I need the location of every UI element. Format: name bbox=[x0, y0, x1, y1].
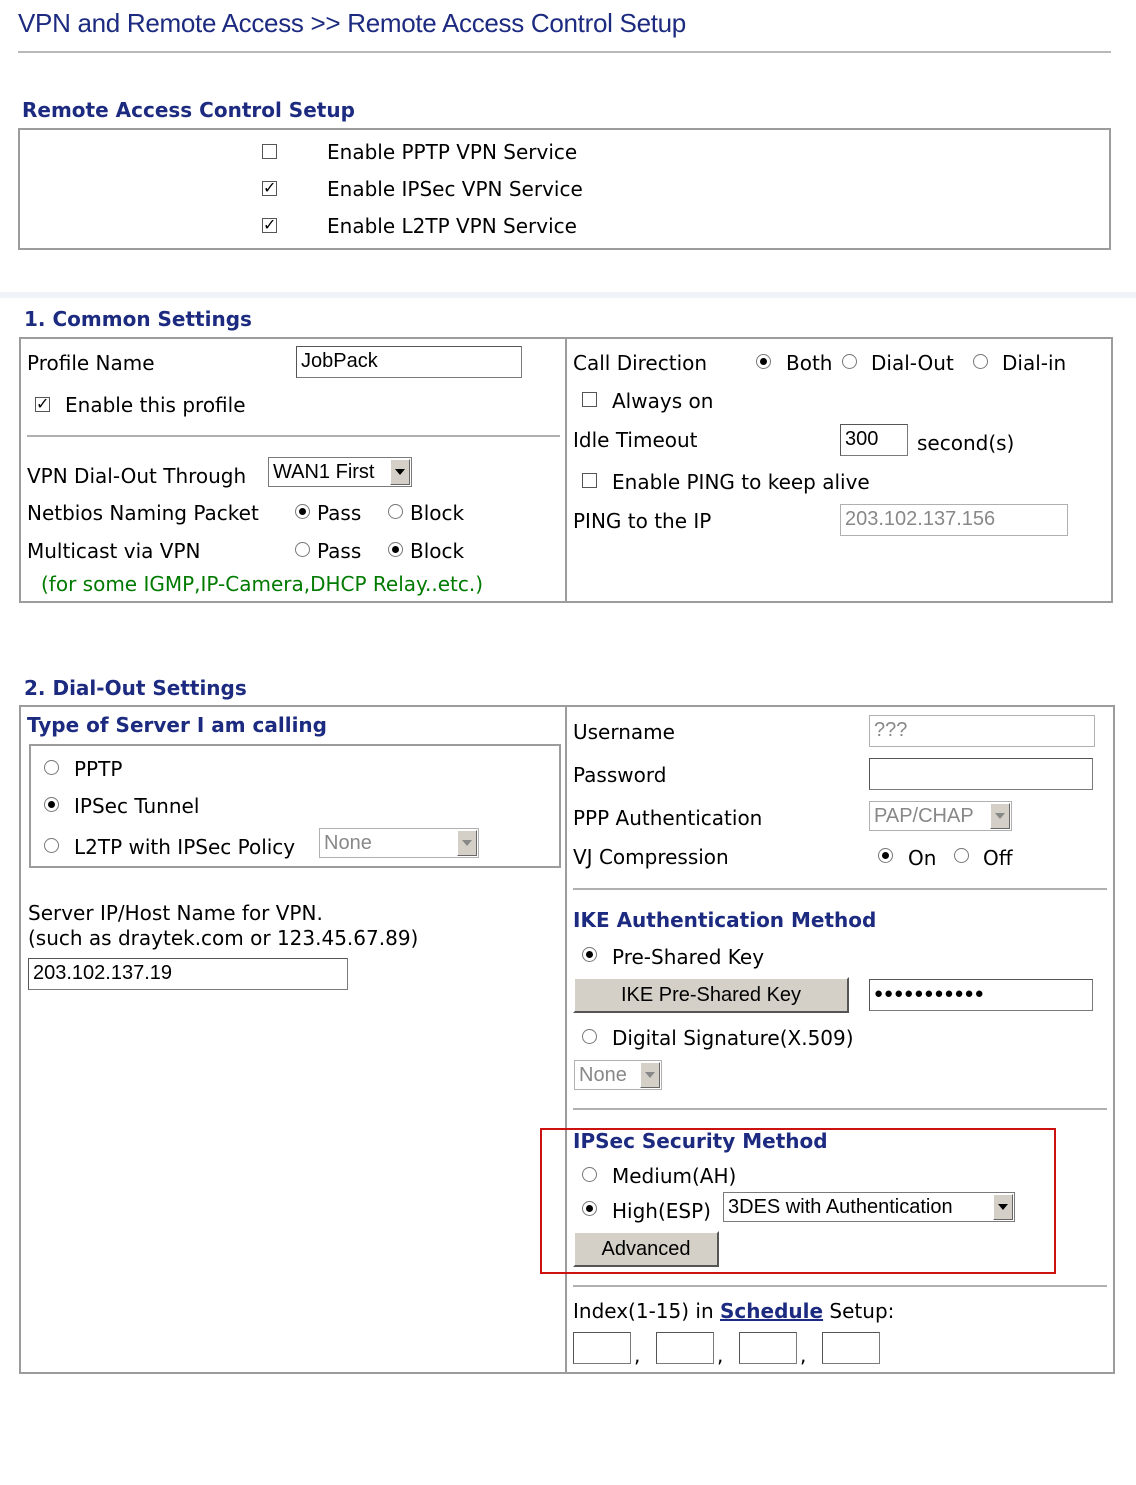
ppp-auth-select[interactable] bbox=[869, 801, 1012, 831]
dialout-settings-heading: 2. Dial-Out Settings bbox=[24, 676, 247, 700]
schedule-index-1-input[interactable] bbox=[573, 1332, 631, 1364]
schedule-index-2-input[interactable] bbox=[656, 1332, 714, 1364]
type-pptp-label: PPTP bbox=[74, 757, 123, 781]
schedule-index-3-input[interactable] bbox=[739, 1332, 797, 1364]
call-dialin-label: Dial-in bbox=[1002, 351, 1067, 375]
multicast-note: (for some IGMP,IP-Camera,DHCP Relay..etc.) bbox=[41, 572, 484, 596]
always-on-label: Always on bbox=[612, 389, 714, 413]
page-title: VPN and Remote Access >> Remote Access Control Setup bbox=[18, 8, 686, 38]
psk-input[interactable]: ●●●●●●●●●●● bbox=[869, 979, 1093, 1011]
schedule-divider bbox=[573, 1285, 1107, 1287]
ike-heading: IKE Authentication Method bbox=[573, 908, 877, 932]
vj-on-label: On bbox=[908, 846, 937, 870]
schedule-index-4-input[interactable] bbox=[822, 1332, 880, 1364]
type-ipsec-label: IPSec Tunnel bbox=[74, 794, 200, 818]
password-label: Password bbox=[573, 763, 667, 787]
schedule-separator: , bbox=[634, 1343, 641, 1367]
chevron-down-icon bbox=[990, 803, 1010, 829]
dialout-through-value: WAN1 First bbox=[273, 461, 375, 483]
netbios-pass-radio[interactable] bbox=[295, 504, 310, 519]
l2tp-service-checkbox[interactable]: ✓ bbox=[263, 215, 277, 234]
dialout-through-label: VPN Dial-Out Through bbox=[27, 464, 247, 488]
call-dialin-radio[interactable] bbox=[973, 354, 988, 369]
digital-signature-value: None bbox=[579, 1064, 627, 1086]
common-column-divider bbox=[565, 338, 567, 602]
idle-timeout-input[interactable]: 300 bbox=[840, 424, 908, 456]
title-divider bbox=[18, 51, 1111, 53]
pptp-service-checkbox[interactable] bbox=[262, 144, 277, 159]
ike-divider bbox=[573, 888, 1107, 890]
high-esp-label: High(ESP) bbox=[612, 1199, 711, 1223]
vj-off-radio[interactable] bbox=[954, 848, 969, 863]
enable-profile-checkbox[interactable]: ✓ bbox=[36, 394, 50, 413]
common-settings-heading: 1. Common Settings bbox=[24, 307, 252, 331]
psk-radio[interactable] bbox=[582, 947, 597, 962]
pptp-service-label: Enable PPTP VPN Service bbox=[327, 140, 578, 164]
netbios-block-radio[interactable] bbox=[388, 504, 403, 519]
vj-on-radio[interactable] bbox=[878, 848, 893, 863]
high-esp-value: 3DES with Authentication bbox=[728, 1196, 953, 1218]
schedule-separator: , bbox=[717, 1343, 724, 1367]
advanced-button[interactable]: Advanced bbox=[573, 1231, 719, 1267]
psk-label: Pre-Shared Key bbox=[612, 945, 765, 969]
idle-timeout-unit: second(s) bbox=[917, 431, 1015, 455]
digital-signature-select[interactable] bbox=[574, 1060, 662, 1090]
ipsec-divider bbox=[573, 1108, 1107, 1110]
ping-ip-label: PING to the IP bbox=[573, 509, 712, 533]
l2tp-service-label: Enable L2TP VPN Service bbox=[327, 214, 577, 238]
password-input[interactable] bbox=[869, 758, 1093, 790]
username-input[interactable]: ??? bbox=[869, 715, 1095, 747]
call-dialout-radio[interactable] bbox=[842, 354, 857, 369]
dialout-through-select[interactable] bbox=[268, 457, 412, 487]
schedule-separator: , bbox=[800, 1343, 807, 1367]
remote-access-heading: Remote Access Control Setup bbox=[22, 98, 355, 122]
username-label: Username bbox=[573, 720, 675, 744]
ppp-auth-label: PPP Authentication bbox=[573, 806, 763, 830]
multicast-block-radio[interactable] bbox=[388, 542, 403, 557]
chevron-down-icon bbox=[640, 1062, 660, 1088]
ping-keepalive-checkbox[interactable] bbox=[582, 473, 597, 488]
server-ip-label-line2: (such as draytek.com or 123.45.67.89) bbox=[28, 926, 419, 950]
ppp-auth-value: PAP/CHAP bbox=[874, 805, 974, 827]
type-pptp-radio[interactable] bbox=[44, 760, 59, 775]
ipsec-highlight-frame bbox=[540, 1128, 1056, 1274]
vj-compression-label: VJ Compression bbox=[573, 845, 729, 869]
type-l2tp-radio[interactable] bbox=[44, 838, 59, 853]
l2tp-policy-select[interactable] bbox=[319, 828, 479, 858]
section-band bbox=[0, 292, 1136, 298]
multicast-block-label: Block bbox=[410, 539, 465, 563]
profile-name-label: Profile Name bbox=[27, 351, 155, 375]
ipsec-heading: IPSec Security Method bbox=[573, 1129, 828, 1153]
enable-profile-label: Enable this profile bbox=[65, 393, 246, 417]
ping-keepalive-label: Enable PING to keep alive bbox=[612, 470, 870, 494]
digital-signature-label: Digital Signature(X.509) bbox=[612, 1026, 854, 1050]
schedule-suffix: Setup: bbox=[829, 1299, 895, 1323]
server-ip-label-line1: Server IP/Host Name for VPN. bbox=[28, 901, 323, 925]
server-type-heading: Type of Server I am calling bbox=[27, 713, 327, 737]
ipsec-service-checkbox[interactable]: ✓ bbox=[263, 178, 277, 197]
call-dialout-label: Dial-Out bbox=[871, 351, 954, 375]
type-l2tp-label: L2TP with IPSec Policy bbox=[74, 835, 296, 859]
multicast-label: Multicast via VPN bbox=[27, 539, 201, 563]
call-direction-label: Call Direction bbox=[573, 351, 708, 375]
always-on-checkbox[interactable] bbox=[582, 392, 597, 407]
netbios-label: Netbios Naming Packet bbox=[27, 501, 259, 525]
netbios-pass-label: Pass bbox=[317, 501, 362, 525]
schedule-prefix: Index(1-15) in bbox=[573, 1299, 714, 1323]
multicast-pass-label: Pass bbox=[317, 539, 362, 563]
common-left-divider bbox=[27, 435, 560, 437]
medium-ah-label: Medium(AH) bbox=[612, 1164, 737, 1188]
type-ipsec-radio[interactable] bbox=[44, 797, 59, 812]
chevron-down-icon bbox=[457, 830, 477, 856]
ipsec-service-label: Enable IPSec VPN Service bbox=[327, 177, 583, 201]
chevron-down-icon bbox=[390, 459, 410, 485]
multicast-pass-radio[interactable] bbox=[295, 542, 310, 557]
idle-timeout-label: Idle Timeout bbox=[573, 428, 698, 452]
server-ip-input[interactable]: 203.102.137.19 bbox=[28, 958, 348, 990]
schedule-link[interactable]: Schedule bbox=[720, 1299, 824, 1323]
call-both-radio[interactable] bbox=[756, 354, 771, 369]
ike-psk-button[interactable]: IKE Pre-Shared Key bbox=[573, 977, 849, 1013]
call-both-label: Both bbox=[786, 351, 833, 375]
netbios-block-label: Block bbox=[410, 501, 465, 525]
profile-name-input[interactable]: JobPack bbox=[296, 346, 522, 378]
ping-ip-input[interactable]: 203.102.137.156 bbox=[840, 504, 1068, 536]
schedule-label bbox=[573, 1299, 894, 1323]
l2tp-policy-value: None bbox=[324, 832, 372, 854]
digital-signature-radio[interactable] bbox=[582, 1029, 597, 1044]
vj-off-label: Off bbox=[983, 846, 1013, 870]
